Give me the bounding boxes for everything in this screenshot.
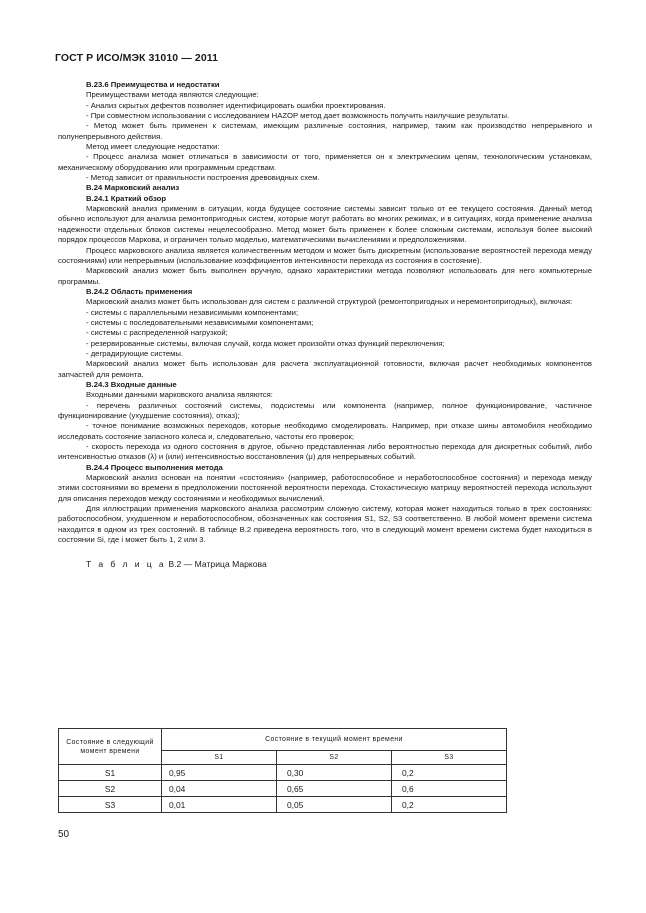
table-cell: 0,05 xyxy=(277,797,392,813)
table-row xyxy=(59,797,507,813)
row-label: S1 xyxy=(59,765,162,781)
body-paragraph: Процесс марковского анализа является количественным методом и может быть дискретным (использование вероятностей перехода между состояниями) или непрерывным (использование коэффициентов интенсивности перехода из состояния в состояние). xyxy=(58,245,592,265)
body-paragraph: Метод имеет следующие недостатки: xyxy=(86,142,220,152)
body-paragraph: - Метод зависит от правильности построения древовидных схем. xyxy=(86,173,320,183)
column-header-s1: S1 xyxy=(162,751,277,765)
paragraph-list xyxy=(58,80,592,545)
markov-matrix-table xyxy=(58,728,507,813)
column-header-s3: S3 xyxy=(392,751,507,765)
row-label: S3 xyxy=(59,797,162,813)
body-paragraph: Для иллюстрации применения марковского анализа рассмотрим сложную систему, которая может находиться только в трех состояниях: работоспособном, ухудшенном и неработоспособном, обозначенных как состояния S1, S2, S3 соответственно. В любой момент времени система находится в одном из трех состояний. В таблице В.2 приведена вероятность того, что в следующий момент времени система будет находиться в состоянии Si, где i может быть 1, 2 или 3. xyxy=(58,504,592,545)
table-row xyxy=(59,765,507,781)
body-paragraph: Марковский анализ основан на понятии «состояния» (например, работоспособное и неработоспособное состояния) и перехода между этими состояниями во времени в предположении постоянной вероятности перехода. Стохастическую матрицу вероятностей перехода используют для описания переходов между состояниями и необходимых вычислений. xyxy=(58,473,592,503)
body-paragraph: - При совместном использовании с исследованием HAZOP метод дает возможность получить наилучшие результаты. xyxy=(86,111,510,121)
table-header-row xyxy=(59,729,507,751)
body-paragraph: - точное понимание возможных переходов, которые необходимо смоделировать. Например, при отказе шины автомобиля необходимо исследовать состояние запасного колеса и, следовательно, частоты его проверок; xyxy=(58,421,592,441)
table-cell: 0,95 xyxy=(162,765,277,781)
table-cell: 0,04 xyxy=(162,781,277,797)
table-cell: 0,65 xyxy=(277,781,392,797)
document-header: ГОСТ Р ИСО/МЭК 31010 — 2011 xyxy=(55,52,219,64)
body-paragraph: - перечень различных состояний системы, подсистемы или компонента (например, полное функционирование, частичное функционирование (ухудшение состояния), отказ); xyxy=(58,400,592,420)
body-paragraph: - деградирующие системы. xyxy=(86,348,184,358)
table-cell: 0,2 xyxy=(392,797,507,813)
body-paragraph: Преимуществами метода являются следующие: xyxy=(86,90,259,100)
column-header-s2: S2 xyxy=(277,751,392,765)
body-paragraph: - Процесс анализа может отличаться в зависимости от того, применяется он к электрическим цепям, технологическим установкам, механическому оборудованию или программным средствам. xyxy=(58,152,592,172)
table-row xyxy=(59,781,507,797)
body-paragraph: Входными данными марковского анализа являются: xyxy=(86,390,273,400)
table-cell: 0,6 xyxy=(392,781,507,797)
section-heading: В.24.2 Область применения xyxy=(86,286,193,296)
body-paragraph: - системы с последовательными независимыми компонентами; xyxy=(86,317,314,327)
table-caption-title: В.2 — Матрица Маркова xyxy=(166,559,267,570)
table-cell: 0,01 xyxy=(162,797,277,813)
page-number: 50 xyxy=(58,829,70,840)
section-heading: В.24.3 Входные данные xyxy=(86,379,177,389)
body-paragraph: Марковский анализ применим в ситуации, когда будущее состояние системы зависит только от ее текущего состояния. Данный метод обычно используют для анализа ремонтопригодных систем, которые могут работать во многих режимах, и в ситуациях, когда применение анализа надежности отдельных блоков системы нецелесообразно. Метод может быть применен к более сложным системам, используя более высокий порядок процессов Маркова, и ограничен только моделью, математическими вычислениями и предположениями. xyxy=(58,204,592,245)
body-paragraph: - Анализ скрытых дефектов позволяет идентифицировать ошибки проектирования. xyxy=(86,100,386,110)
body-paragraph: - скорость перехода из одного состояния в другое, обычно представленная либо вероятностью перехода для дискретных событий, либо интенсивностью отказов (λ) и (или) интенсивностью восстановления (μ) для непрерывных событий. xyxy=(58,442,592,462)
section-heading: В.24 Марковский анализ xyxy=(86,183,180,193)
section-heading: В.24.1 Краткий обзор xyxy=(86,193,167,203)
body-paragraph: Марковский анализ может быть использован для систем с различной структурой (ремонтопригодных и неремонтопригодных), включая: xyxy=(86,297,573,307)
body-paragraph: - резервированные системы, включая случай, когда может произойти отказ функций переключения; xyxy=(86,338,445,348)
row-label: S2 xyxy=(59,781,162,797)
table-cell: 0,2 xyxy=(392,765,507,781)
section-heading: В.24.4 Процесс выполнения метода xyxy=(86,462,223,472)
body-paragraph: - системы с параллельными независимыми компонентами; xyxy=(86,307,299,317)
group-header-cell: Состояние в текущий момент времени xyxy=(162,729,507,751)
document-body xyxy=(58,80,592,570)
body-paragraph: Марковский анализ может быть выполнен вручную, однако характеристики метода позволяют использовать для него компьютерные программы. xyxy=(58,266,592,286)
body-paragraph: - системы с распределенной нагрузкой; xyxy=(86,328,228,338)
table-caption xyxy=(58,558,592,570)
section-heading: В.23.6 Преимущества и недостатки xyxy=(86,80,220,89)
body-paragraph: Марковский анализ может быть использован для расчета эксплуатационной готовности, включая расчет необходимых компонентов запчастей для ремонта. xyxy=(58,359,592,379)
table-cell: 0,30 xyxy=(277,765,392,781)
table-caption-prefix: Т а б л и ц а xyxy=(86,559,166,570)
corner-header-cell: Состояние в следующий момент времени xyxy=(59,729,162,765)
body-paragraph: - Метод может быть применен к системам, имеющим различные состояния, например, таким как производство непрерывного и полунепрерывного действия. xyxy=(58,121,592,141)
